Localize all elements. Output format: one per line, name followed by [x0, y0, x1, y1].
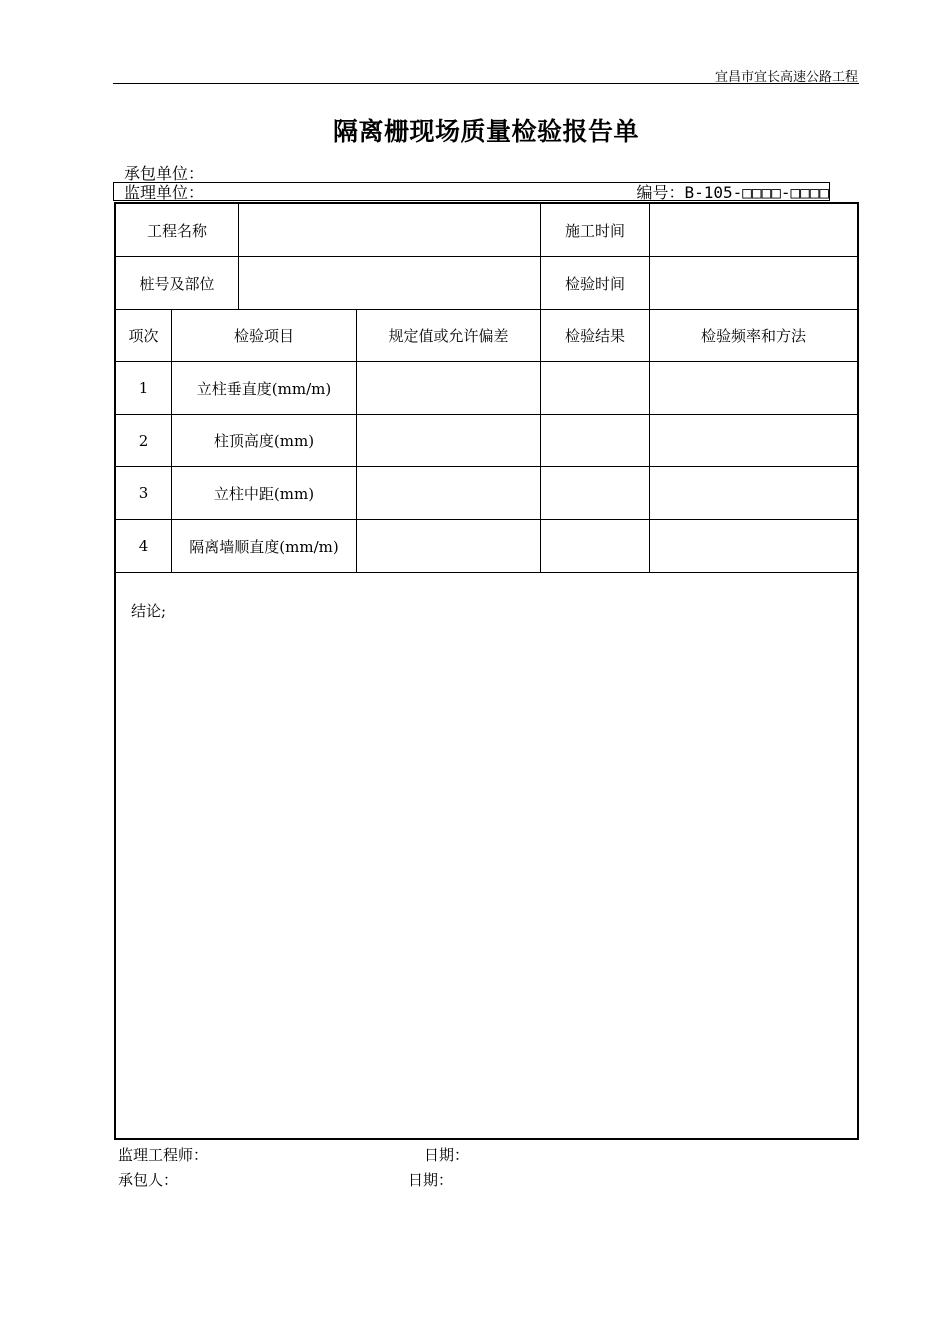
conclusion-area[interactable] [116, 573, 857, 1138]
page-title: 隔离栅现场质量检验报告单 [332, 117, 639, 146]
row-spec[interactable] [357, 520, 540, 572]
row-no: 2 [138, 431, 149, 450]
supervisor-label: 监理单位： [124, 183, 205, 202]
col-header-result: 检验结果 [564, 327, 625, 345]
row-item: 柱顶高度(mm) [213, 432, 315, 450]
header-project-name: 宜昌市宜长高速公路工程 [714, 70, 858, 85]
construction-time-field[interactable] [650, 204, 857, 256]
inspection-time-field[interactable] [650, 257, 857, 309]
row-no: 4 [138, 537, 149, 555]
row-result[interactable] [541, 415, 649, 466]
col-header-method: 检验频率和方法 [700, 327, 806, 345]
contractor-date-label: 日期： [408, 1171, 454, 1189]
col-header-spec: 规定值或允许偏差 [388, 327, 509, 345]
conclusion-label: 结论; [131, 602, 167, 620]
project-name-label: 工程名称 [146, 221, 207, 240]
inspection-time-label: 检验时间 [564, 274, 625, 293]
station-label: 桩号及部位 [139, 274, 215, 293]
engineer-label: 监理工程师： [118, 1146, 209, 1164]
row-item: 隔离墙顺直度(mm/m) [189, 537, 339, 556]
supervisor-row [113, 182, 830, 201]
row-method[interactable] [650, 415, 857, 466]
row-spec[interactable] [357, 467, 540, 519]
row-method[interactable] [650, 467, 857, 519]
col-header-no: 项次 [128, 327, 159, 345]
form-code: 编号：B-105-□□□□-□□□□ [636, 183, 829, 202]
row-spec[interactable] [357, 415, 540, 466]
row-item: 立柱中距(mm) [213, 484, 315, 503]
row-item: 立柱垂直度(mm/m) [196, 379, 332, 398]
construction-time-label: 施工时间 [564, 221, 625, 240]
row-result[interactable] [541, 362, 649, 414]
contractor-label: 承包单位： [124, 164, 205, 183]
row-no: 1 [138, 379, 149, 397]
engineer-date-label: 日期： [424, 1146, 470, 1164]
header-rule [113, 83, 859, 84]
row-result[interactable] [541, 467, 649, 519]
project-name-field[interactable] [239, 204, 540, 256]
contractor-person-label: 承包人： [118, 1171, 179, 1189]
row-method[interactable] [650, 362, 857, 414]
row-spec[interactable] [357, 362, 540, 414]
row-no: 3 [138, 484, 149, 502]
col-header-item: 检验项目 [233, 327, 294, 345]
station-field[interactable] [239, 257, 540, 309]
row-method[interactable] [650, 520, 857, 572]
row-result[interactable] [541, 520, 649, 572]
inspection-table [114, 202, 859, 1140]
